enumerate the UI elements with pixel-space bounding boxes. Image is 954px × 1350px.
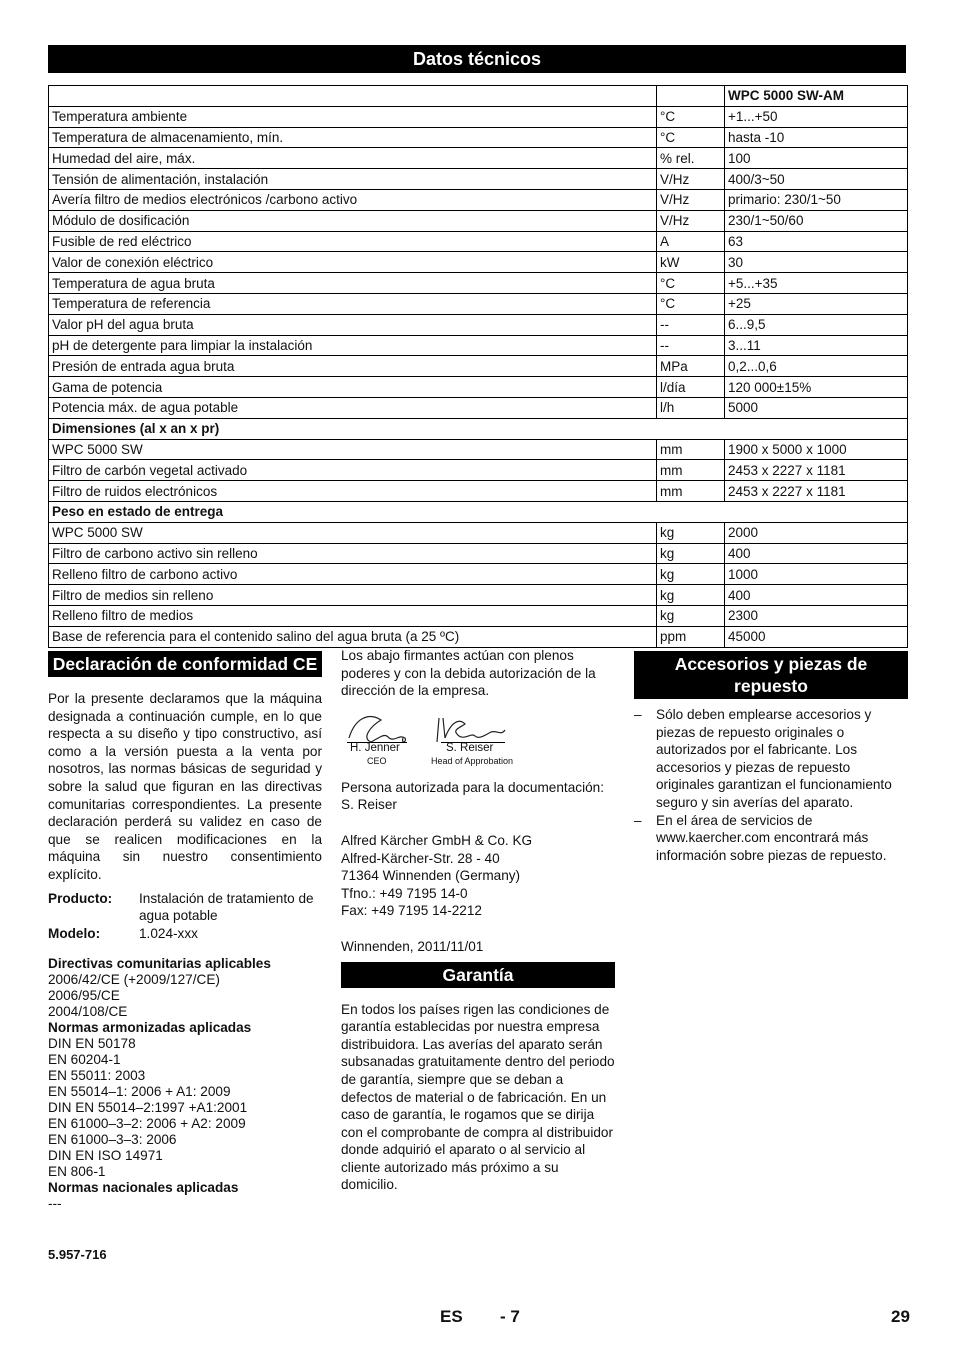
cell-unit: °C xyxy=(657,273,725,294)
cell-value: 400 xyxy=(725,585,908,606)
cell-label: Tensión de alimentación, instalación xyxy=(49,169,657,190)
cell-unit: -- xyxy=(657,314,725,335)
conformity-heading: Declaración de conformidad CE xyxy=(48,651,322,677)
table-header-row xyxy=(49,86,908,107)
signer1-role: CEO xyxy=(367,755,387,766)
harmonized-0: DIN EN 50178 xyxy=(48,1036,136,1052)
cell-unit: mm xyxy=(657,481,725,502)
cell-unit: V/Hz xyxy=(657,169,725,190)
harmonized-1: EN 60204-1 xyxy=(48,1052,121,1068)
cell-label: Avería filtro de medios electrónicos /carbono activo xyxy=(49,189,657,210)
cell-value: 400 xyxy=(725,543,908,564)
table-row xyxy=(49,252,908,273)
table-row xyxy=(49,377,908,398)
footer-language: ES xyxy=(440,1307,463,1326)
harmonized-8: EN 806-1 xyxy=(48,1164,106,1180)
harmonized-5: EN 61000–3–2: 2006 + A2: 2009 xyxy=(48,1116,246,1132)
cell-label: Filtro de carbón vegetal activado xyxy=(49,460,657,481)
cell-label: pH de detergente para limpiar la instalación xyxy=(49,335,657,356)
cell-value: 45000 xyxy=(725,626,908,647)
technical-data-table xyxy=(48,85,908,648)
cell-unit: kg xyxy=(657,522,725,543)
cell-unit: ppm xyxy=(657,626,725,647)
product-row xyxy=(48,890,322,925)
cell-value: 120 000±15% xyxy=(725,377,908,398)
signatures-intro: Los abajo firmantes actúan con plenos poderes y con la debida autorización de la dirección de la empresa. xyxy=(341,648,596,699)
cell-label: Relleno filtro de medios xyxy=(49,605,657,626)
cell-label: Potencia máx. de agua potable xyxy=(49,397,657,418)
cell-label: WPC 5000 SW xyxy=(49,439,657,460)
cell-unit: -- xyxy=(657,335,725,356)
harmonized-4: DIN EN 55014–2:1997 +A1:2001 xyxy=(48,1100,248,1116)
signer1-name: H. Jenner xyxy=(350,741,400,754)
cell-unit: mm xyxy=(657,439,725,460)
cell-label: Temperatura de almacenamiento, mín. xyxy=(49,127,657,148)
table-row xyxy=(49,273,908,294)
product-label: Producto: xyxy=(48,890,113,906)
list-item: – En el área de servicios de www.kaercher.com encontrará más información sobre piezas de repuesto. xyxy=(634,812,908,865)
cell-label: Módulo de dosificación xyxy=(49,210,657,231)
cell-value: 0,2...0,6 xyxy=(725,356,908,377)
cell-unit: °C xyxy=(657,106,725,127)
cell-label: Valor pH del agua bruta xyxy=(49,314,657,335)
table-row xyxy=(49,356,908,377)
table-row xyxy=(49,169,908,190)
harmonized-heading: Normas armonizadas aplicadas xyxy=(48,1020,252,1036)
cell-value: 2453 x 2227 x 1181 xyxy=(725,481,908,502)
weight-heading-cell: Peso en estado de entrega xyxy=(49,501,908,522)
signer2-name: S. Reiser xyxy=(446,741,494,754)
directives-0: 2006/42/CE (+2009/127/CE) xyxy=(48,972,220,988)
table-row xyxy=(49,210,908,231)
company-line-2: 71364 Winnenden (Germany) xyxy=(341,868,521,884)
cell-label: Gama de potencia xyxy=(49,377,657,398)
warranty-heading: Garantía xyxy=(341,962,615,988)
cell-value: 6...9,5 xyxy=(725,314,908,335)
cell-unit: MPa xyxy=(657,356,725,377)
cell-value: +1...+50 xyxy=(725,106,908,127)
accessories-item-0: Sólo deben emplearse accesorios y piezas de repuesto originales o autorizados por el fabricante. Los accesorios y piezas de repuesto originales garantizan el funcionamiento seguro y sin averías del aparato. xyxy=(656,707,892,810)
harmonized-7: DIN EN ISO 14971 xyxy=(48,1148,163,1164)
table-row xyxy=(49,293,908,314)
cell-value: 2453 x 2227 x 1181 xyxy=(725,460,908,481)
cell-label: Filtro de ruidos electrónicos xyxy=(49,481,657,502)
cell-unit: l/h xyxy=(657,397,725,418)
cell-value: 230/1~50/60 xyxy=(725,210,908,231)
conformity-body: Por la presente declaramos que la máquina designada a continuación cumple, en lo que respecta a su diseño y tipo constructivo, así como a la versión puesta a la venta por nosotros, las normas básicas de seguridad y sobre la salud que figuran en las directivas comunitarias correspondientes. La presente declaración perderá su validez en caso de que se realicen modificaciones en la máquina sin nuestro consentimiento explícito. xyxy=(48,691,322,882)
cell-value: +25 xyxy=(725,293,908,314)
table-row xyxy=(49,397,908,418)
model-row xyxy=(48,925,322,943)
directives-2: 2004/108/CE xyxy=(48,1004,128,1020)
cell-unit: mm xyxy=(657,460,725,481)
table-row xyxy=(49,231,908,252)
cell-unit: A xyxy=(657,231,725,252)
cell-label: Filtro de carbono activo sin relleno xyxy=(49,543,657,564)
accessories-item-1: En el área de servicios de www.kaercher.com encontrará más información sobre piezas de repuesto. xyxy=(656,812,887,863)
table-row xyxy=(49,127,908,148)
doc-person-label: Persona autorizada para la documentación: xyxy=(341,779,604,795)
table-row xyxy=(49,522,908,543)
cell-value: 1900 x 5000 x 1000 xyxy=(725,439,908,460)
cell-value: 5000 xyxy=(725,397,908,418)
directives-heading: Directivas comunitarias aplicables xyxy=(48,956,271,972)
table-row xyxy=(49,314,908,335)
table-row xyxy=(49,335,908,356)
harmonized-6: EN 61000–3–3: 2006 xyxy=(48,1132,177,1148)
cell-label: Presión de entrada agua bruta xyxy=(49,356,657,377)
doc-person: S. Reiser xyxy=(341,797,397,813)
cell-unit: % rel. xyxy=(657,148,725,169)
harmonized-3: EN 55014–1: 2006 + A1: 2009 xyxy=(48,1084,231,1100)
cell-value: 400/3~50 xyxy=(725,169,908,190)
cell-label: Relleno filtro de carbono activo xyxy=(49,564,657,585)
table-row xyxy=(49,106,908,127)
national-heading: Normas nacionales aplicadas xyxy=(48,1180,239,1196)
company-line-1: Alfred-Kärcher-Str. 28 - 40 xyxy=(341,850,500,866)
cell-value: +5...+35 xyxy=(725,273,908,294)
cell-label: Fusible de red eléctrico xyxy=(49,231,657,252)
table-row xyxy=(49,626,908,647)
cell-label: WPC 5000 SW xyxy=(49,522,657,543)
company-line-4: Fax: +49 7195 14-2212 xyxy=(341,903,482,919)
cell-unit: kg xyxy=(657,605,725,626)
signature-block xyxy=(341,708,615,774)
cell-unit: kW xyxy=(657,252,725,273)
cell-label: Temperatura de referencia xyxy=(49,293,657,314)
cell-unit: °C xyxy=(657,127,725,148)
cell-unit: l/día xyxy=(657,377,725,398)
cell-label: Temperatura de agua bruta xyxy=(49,273,657,294)
cell-value: 3...11 xyxy=(725,335,908,356)
table-row xyxy=(49,189,908,210)
accessories-heading: Accesorios y piezas de repuesto xyxy=(634,651,908,699)
table-row xyxy=(49,460,908,481)
model-label: Modelo: xyxy=(48,925,101,941)
table-row xyxy=(49,605,908,626)
weight-heading xyxy=(49,501,908,522)
cell-label: Humedad del aire, máx. xyxy=(49,148,657,169)
cell-unit: V/Hz xyxy=(657,189,725,210)
cell-label: Filtro de medios sin relleno xyxy=(49,585,657,606)
table-row xyxy=(49,543,908,564)
cell-unit: V/Hz xyxy=(657,210,725,231)
list-item: – Sólo deben emplearse accesorios y piezas de repuesto originales o autorizados por el fabricante. Los accesorios y piezas de repuesto originales garantizan el funcionamiento seguro y sin averías del aparato. xyxy=(634,706,908,812)
cell-value: 30 xyxy=(725,252,908,273)
cell-unit: °C xyxy=(657,293,725,314)
cell-value: 2000 xyxy=(725,522,908,543)
cell-label: Temperatura ambiente xyxy=(49,106,657,127)
signature-column xyxy=(341,647,615,1194)
footer-local-page: - 7 xyxy=(500,1307,520,1326)
cell-unit: kg xyxy=(657,564,725,585)
dimensions-heading-cell: Dimensiones (al x an x pr) xyxy=(49,418,908,439)
signer2-role: Head of Approbation xyxy=(431,755,514,766)
cell-value: 63 xyxy=(725,231,908,252)
table-row xyxy=(49,585,908,606)
cell-label: Base de referencia para el contenido salino del agua bruta (a 25 ºC) xyxy=(49,626,657,647)
cell-label: Valor de conexión eléctrico xyxy=(49,252,657,273)
conformity-column xyxy=(48,651,322,1212)
cell-value: 2300 xyxy=(725,605,908,626)
table-row xyxy=(49,439,908,460)
product-value: Instalación de tratamiento de agua potable xyxy=(139,890,314,924)
harmonized-2: EN 55011: 2003 xyxy=(48,1068,146,1084)
cell-unit: kg xyxy=(657,585,725,606)
national-value: --- xyxy=(48,1196,62,1212)
table-row xyxy=(49,148,908,169)
company-line-0: Alfred Kärcher GmbH & Co. KG xyxy=(341,832,533,848)
warranty-body: En todos los países rigen las condiciones de garantía establecidas por nuestra empresa distribuidora. Las averías del aparato serán subsanadas gratuitamente dentro del periodo de garantía, siempre que se deban a defectos de material o de fabricación. En un caso de garantía, le rogamos que se dirija con el comprobante de compra al distribuidor donde adquirió el aparato o al servicio al cliente autorizado más próximo a su domicilio. xyxy=(341,1001,615,1193)
company-line-3: Tfno.: +49 7195 14-0 xyxy=(341,885,468,901)
place-date: Winnenden, 2011/11/01 xyxy=(341,938,484,954)
dimensions-heading xyxy=(49,418,908,439)
footer-page-number: 29 xyxy=(891,1307,910,1326)
table-row xyxy=(49,481,908,502)
model-header: WPC 5000 SW-AM xyxy=(725,86,908,107)
cell-unit: kg xyxy=(657,543,725,564)
cell-value: primario: 230/1~50 xyxy=(725,189,908,210)
cell-value: hasta -10 xyxy=(725,127,908,148)
cell-value: 100 xyxy=(725,148,908,169)
directives-1: 2006/95/CE xyxy=(48,988,120,1004)
accessories-column xyxy=(634,651,908,864)
model-value: 1.024-xxx xyxy=(139,925,198,941)
page-title: Datos técnicos xyxy=(48,45,906,73)
table-row xyxy=(49,564,908,585)
cell-value: 1000 xyxy=(725,564,908,585)
document-number: 5.957-716 xyxy=(48,1247,107,1262)
